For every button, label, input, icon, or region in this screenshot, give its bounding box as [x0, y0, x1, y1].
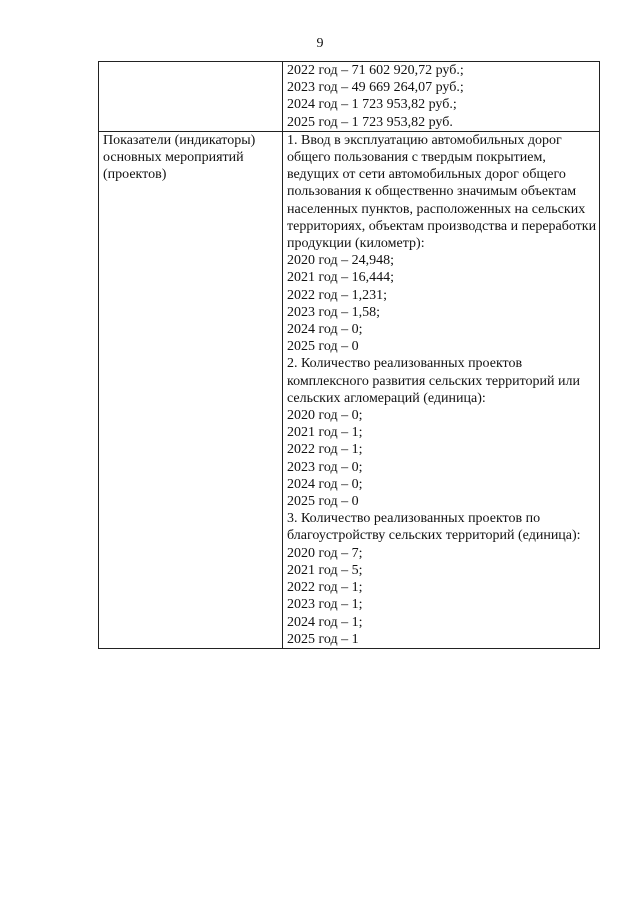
- program-table: [98, 61, 600, 649]
- indicators-label: [99, 131, 283, 648]
- indicators-label-text: Показатели (индикаторы) основных мероприятий (проектов): [103, 132, 256, 183]
- financing-2024: 2024 год – 1 723 953,82 руб.;: [287, 97, 457, 113]
- indicator-3-value: 2022 год – 1;: [287, 580, 363, 596]
- indicator-1-value: 2025 год – 0: [287, 339, 359, 355]
- table-row-financing: [99, 62, 600, 132]
- indicator-2-value: 2022 год – 1;: [287, 442, 363, 458]
- indicator-3-title: 3. Количество реализованных проектов по благоустройству сельских территорий (единица):: [287, 511, 581, 544]
- indicator-1-value: 2023 год – 1,58;: [287, 304, 381, 320]
- indicator-2-value: 2023 год – 0;: [287, 459, 363, 475]
- indicator-1-value: 2024 год – 0;: [287, 322, 363, 338]
- financing-2022: 2022 год – 71 602 920,72 руб.;: [287, 63, 464, 78]
- table-row-indicators: [99, 131, 600, 648]
- indicator-3-value: 2020 год – 7;: [287, 545, 363, 561]
- indicators-cell: [283, 131, 600, 648]
- financing-2023: 2023 год – 49 669 264,07 руб.;: [287, 80, 464, 96]
- financing-2025: 2025 год – 1 723 953,82 руб.: [287, 114, 453, 130]
- financing-values-cell: [283, 62, 600, 132]
- row-label-empty: [99, 62, 283, 132]
- indicator-1-title: 1. Ввод в эксплуатацию автомобильных дорог общего пользования с твердым покрытием, ведущих от сети автомобильных дорог общего пользования к общественно значимым объектам населенных пунктов, расположенных на сельских территориях, объектам производства и переработки продукции (километр):: [287, 132, 597, 252]
- page-number: 9: [316, 36, 324, 51]
- indicator-1-value: 2020 год – 24,948;: [287, 253, 395, 269]
- indicator-3-value: 2021 год – 5;: [287, 562, 363, 578]
- indicator-3-value: 2025 год – 1: [287, 631, 359, 647]
- indicator-1-value: 2022 год – 1,231;: [287, 287, 388, 303]
- indicator-2-value: 2025 год – 0: [287, 494, 359, 510]
- indicator-2-value: 2021 год – 1;: [287, 425, 363, 441]
- indicator-2-value: 2020 год – 0;: [287, 408, 363, 424]
- indicator-3-value: 2024 год – 1;: [287, 614, 363, 630]
- indicator-3-value: 2023 год – 1;: [287, 597, 363, 613]
- indicator-1-value: 2021 год – 16,444;: [287, 270, 395, 286]
- indicator-2-title: 2. Количество реализованных проектов комплексного развития сельских территорий или сельских агломераций (единица):: [287, 356, 581, 406]
- indicator-2-value: 2024 год – 0;: [287, 476, 363, 492]
